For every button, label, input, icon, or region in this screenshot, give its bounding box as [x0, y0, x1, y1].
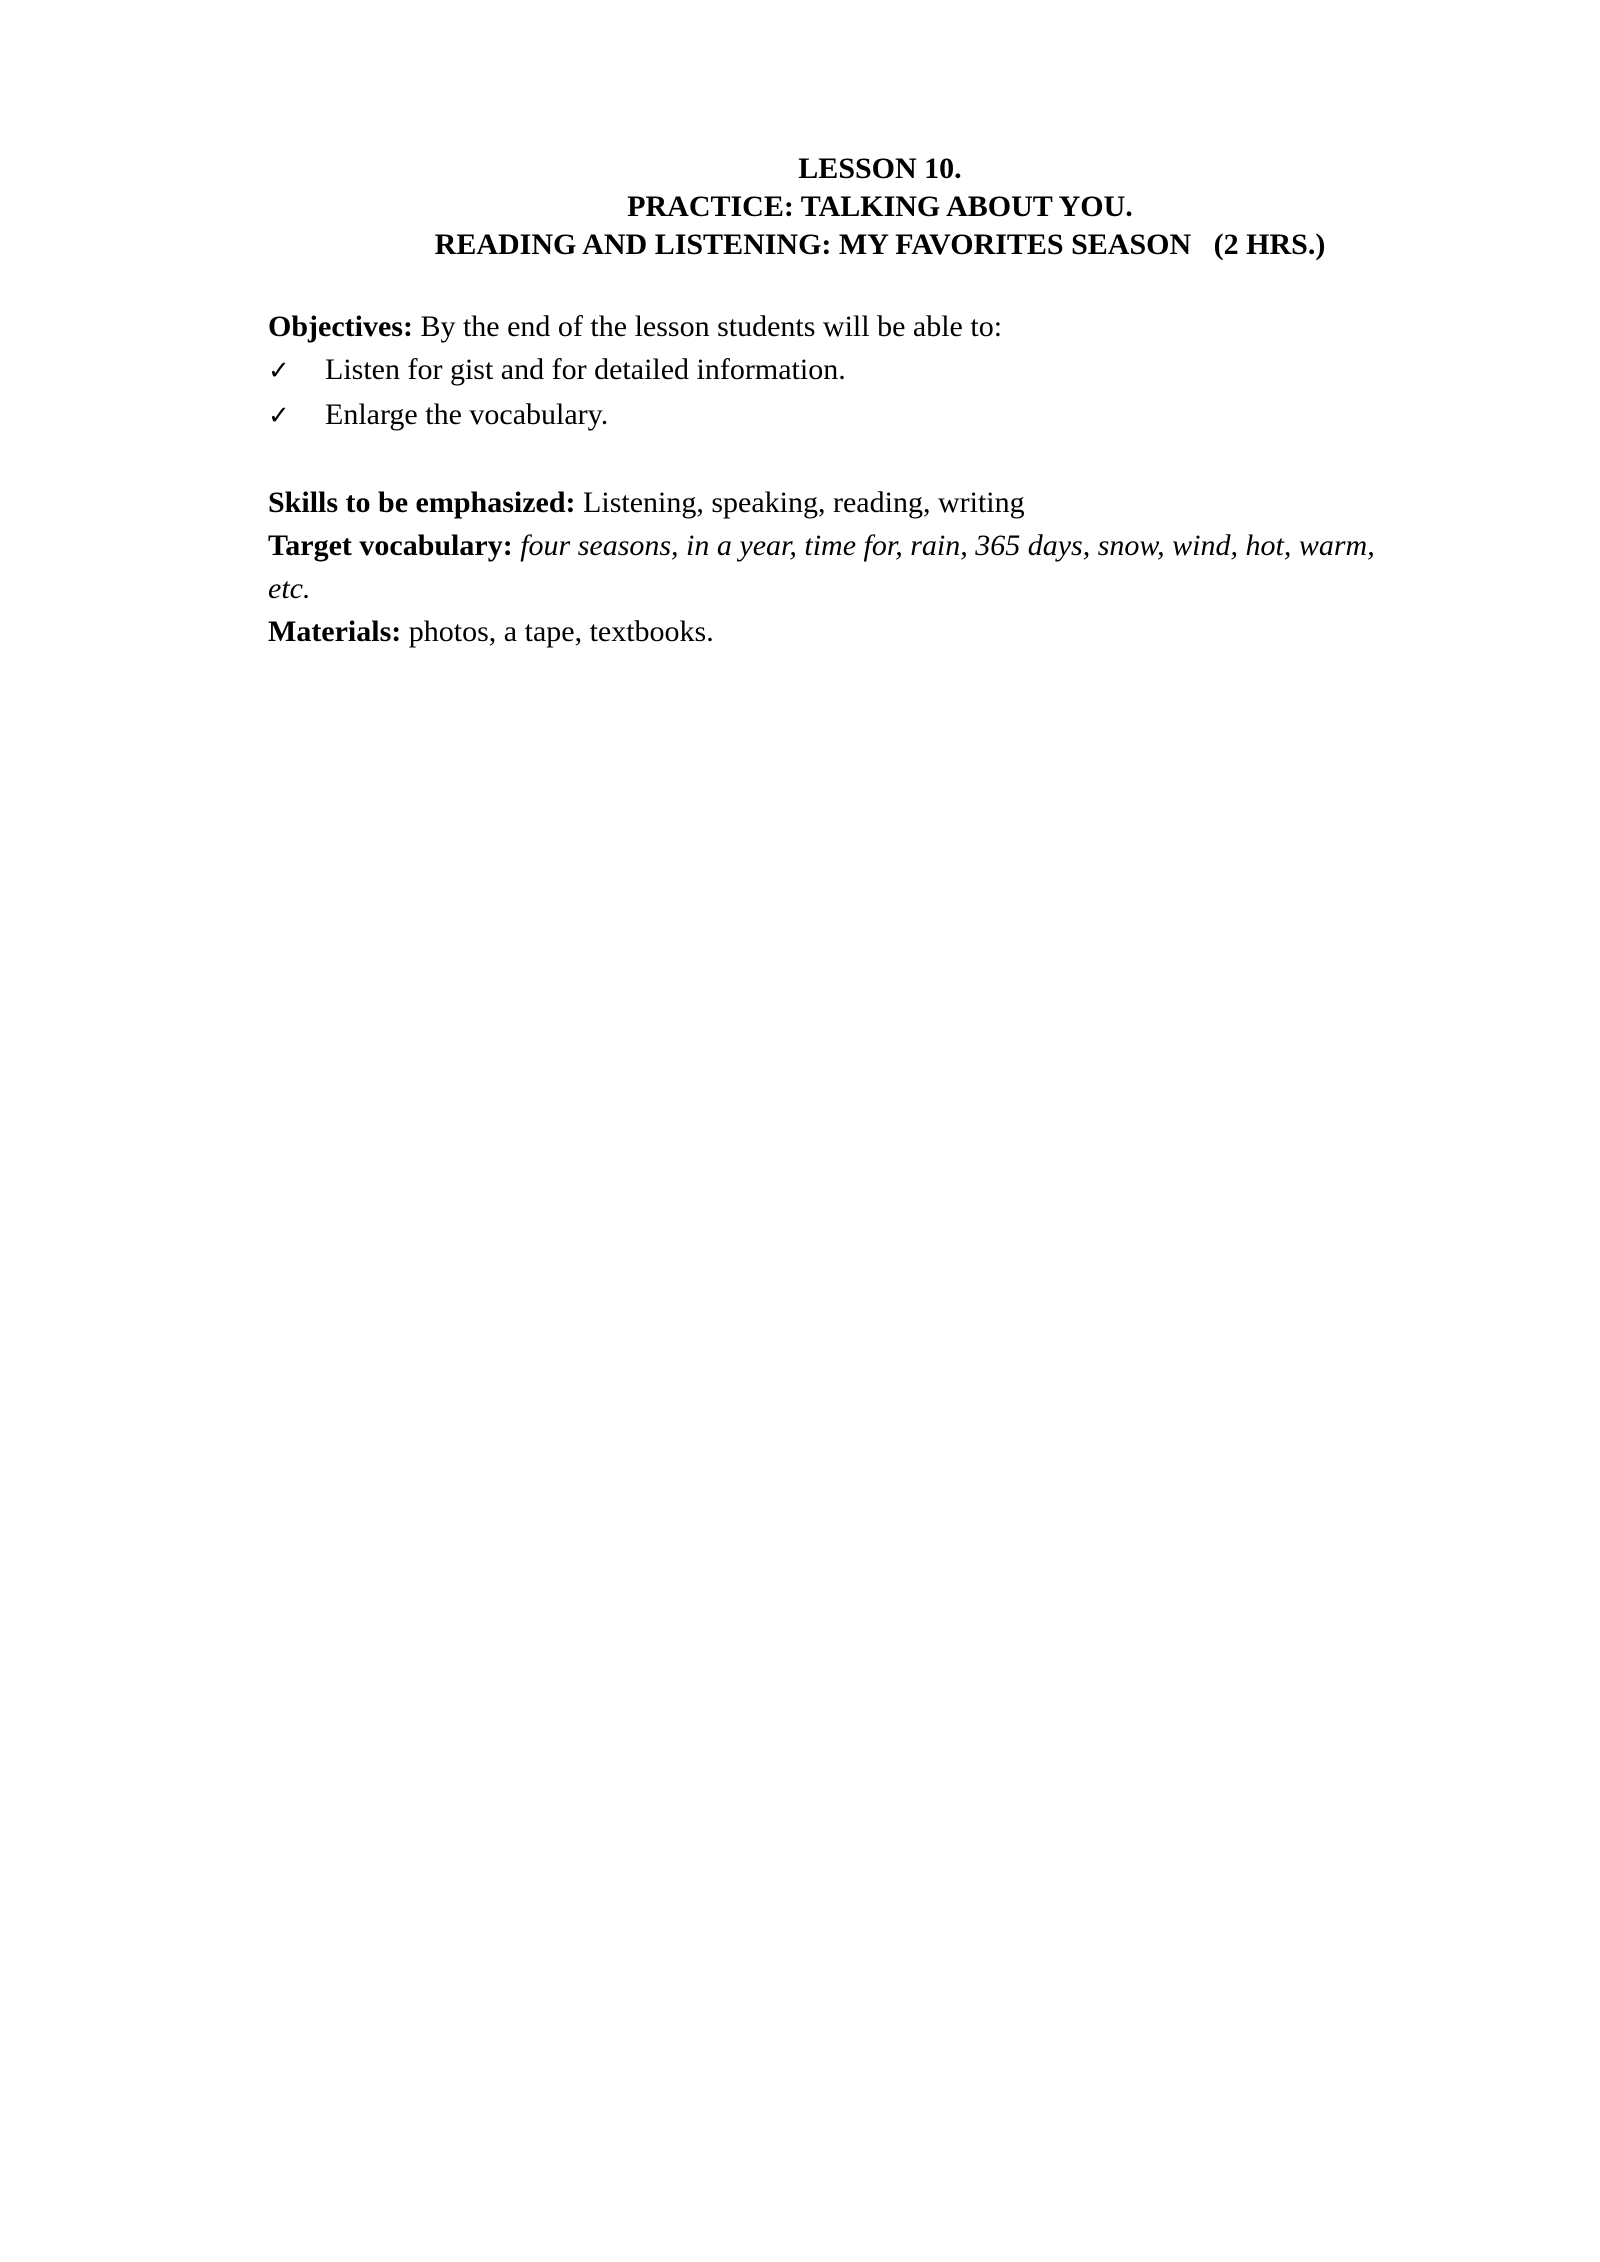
objective-text: Enlarge the vocabulary.: [325, 398, 609, 431]
vocabulary-line-continued: etc.: [268, 572, 311, 605]
skills-label: Skills to be emphasized:: [268, 486, 576, 519]
objectives-text: By the end of the lesson students will be able to:: [412, 310, 1003, 343]
spacer: [268, 438, 1493, 481]
objective-text: Listen for gist and for detailed information.: [325, 353, 846, 386]
materials-line: [268, 610, 1493, 653]
objectives-label: Objectives:: [268, 310, 413, 343]
vocabulary-line: [268, 524, 1493, 567]
skills-line: [268, 481, 1493, 524]
lesson-subtitle-reading: READING AND LISTENING: MY FAVORITES SEASON (2 HRS.): [434, 228, 1326, 261]
skills-text: Listening, speaking, reading, writing: [575, 486, 1025, 519]
lesson-number: LESSON 10.: [798, 152, 962, 185]
materials-label: Materials:: [268, 615, 402, 648]
lesson-title: [0, 150, 1600, 264]
lesson-body: [268, 305, 1493, 653]
checkmark-icon: ✓: [268, 401, 290, 431]
objectives-line: [268, 305, 1493, 348]
checkmark-icon: ✓: [268, 356, 290, 386]
vocabulary-label: Target vocabulary:: [268, 529, 513, 562]
lesson-subtitle-practice: PRACTICE: TALKING ABOUT YOU.: [627, 190, 1133, 223]
materials-text: photos, a tape, textbooks.: [401, 615, 714, 648]
objective-item: [268, 393, 1493, 438]
objective-item: [268, 348, 1493, 393]
vocabulary-text: four seasons, in a year, time for, rain, 365 days, snow, wind, hot, warm,: [512, 529, 1375, 562]
